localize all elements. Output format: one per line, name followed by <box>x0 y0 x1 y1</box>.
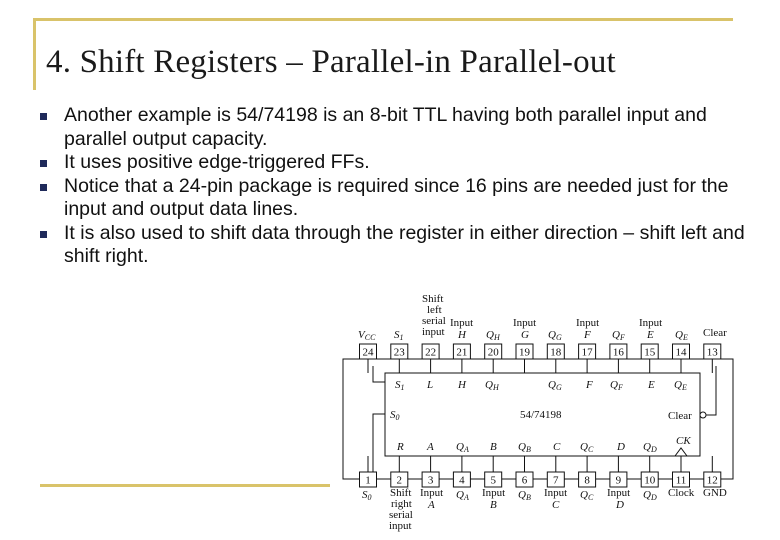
top-pin-number: 15 <box>644 346 656 359</box>
inner-qd: QD <box>643 441 657 454</box>
chip-part-number: 54/74198 <box>520 409 562 421</box>
shift-right-label-3: serial <box>389 509 413 521</box>
gnd-label: GND <box>703 487 727 499</box>
bullet-text: Notice that a 24-pin package is required since 16 pins are needed just for the input and output data lines. <box>64 174 729 220</box>
bottom-pin-number: 10 <box>644 474 656 487</box>
clear-top-label: Clear <box>703 327 727 339</box>
input-h-label: Input <box>450 317 474 329</box>
top-pin-number: 13 <box>706 346 718 359</box>
qc-bottom-label: QC <box>580 489 594 502</box>
bullet-item <box>40 104 745 151</box>
qd-bottom-label: QD <box>643 489 657 502</box>
inner-qc: QC <box>580 441 594 454</box>
bullet-item <box>40 222 745 269</box>
input-b-label: Input <box>482 487 506 499</box>
inner-a: A <box>427 441 434 453</box>
input-f-letter: F <box>584 329 591 341</box>
input-f-label: Input <box>576 317 600 329</box>
bullet-marker-icon <box>40 231 47 238</box>
input-d-letter: D <box>616 499 624 511</box>
clear-inversion-bubble <box>700 412 706 418</box>
inner-s0: S0 <box>390 409 400 422</box>
qf-top-label: QF <box>612 329 625 342</box>
inner-h: H <box>458 379 466 391</box>
input-h-letter: H <box>458 329 466 341</box>
bottom-pin-number: 4 <box>459 474 465 487</box>
top-pin-number: 20 <box>487 346 499 359</box>
bottom-pin-number: 12 <box>706 474 718 487</box>
top-pin-number: 14 <box>675 346 687 359</box>
inner-f: F <box>586 379 593 391</box>
bottom-pin-number: 2 <box>396 474 403 487</box>
top-pin-number: 19 <box>519 346 530 359</box>
top-pin-number: 22 <box>425 346 437 359</box>
input-g-letter: G <box>521 329 529 341</box>
bullet-list <box>40 104 745 269</box>
top-pin-number: 16 <box>612 346 624 359</box>
inner-qa: QA <box>456 441 469 454</box>
inner-qh: QH <box>485 379 499 392</box>
s1-top-label: S1 <box>394 329 404 342</box>
input-e-label: Input <box>639 317 663 329</box>
shift-left-label-2: left <box>427 304 442 316</box>
bottom-pin-number: 5 <box>490 474 496 487</box>
inner-qe: QE <box>674 379 687 392</box>
inner-d: D <box>617 441 625 453</box>
ic-pinout-diagram <box>330 286 780 540</box>
vcc-label: VCC <box>358 329 376 342</box>
shift-left-label-4: input <box>422 326 445 338</box>
inner-ck: CK <box>676 435 691 447</box>
inner-qg: QG <box>548 379 562 392</box>
shift-right-label-2: right <box>391 498 412 510</box>
bullet-text: It uses positive edge-triggered FFs. <box>64 151 370 173</box>
s0-bottom-label: S0 <box>362 489 372 502</box>
input-b-letter: B <box>490 499 497 511</box>
inner-l: L <box>427 379 434 391</box>
input-c-label: Input <box>544 487 568 499</box>
bottom-pin-number: 3 <box>427 474 434 487</box>
input-e-letter: E <box>647 329 654 341</box>
bottom-pin-number: 1 <box>365 474 371 487</box>
input-d-label: Input <box>607 487 631 499</box>
input-g-label: Input <box>513 317 537 329</box>
qg-top-label: QG <box>548 329 562 342</box>
ck-clock-triangle <box>675 448 687 456</box>
bottom-pin-number: 9 <box>615 474 622 487</box>
input-a-letter: A <box>428 499 435 511</box>
s1-wire <box>373 366 385 382</box>
shift-right-label-1: Shift <box>390 487 412 499</box>
bottom-pin-row <box>360 456 721 487</box>
shift-right-label-4: input <box>389 520 412 532</box>
bullet-marker-icon <box>40 113 47 120</box>
bullet-item <box>40 151 745 175</box>
inner-c: C <box>553 441 561 453</box>
input-c-letter: C <box>552 499 560 511</box>
bottom-pin-number: 6 <box>521 474 528 487</box>
input-a-label: Input <box>420 487 444 499</box>
title-accent-horizontal <box>33 18 733 21</box>
inner-qf: QF <box>610 379 623 392</box>
qh-top-label: QH <box>486 329 500 342</box>
bottom-pin-number: 11 <box>675 474 687 487</box>
inner-r: R <box>397 441 404 453</box>
bullet-item <box>40 175 745 222</box>
top-pin-number: 17 <box>581 346 593 359</box>
clock-label: Clock <box>668 487 695 499</box>
slide-title: 4. Shift Registers – Parallel-in Parallel-out <box>46 44 616 80</box>
s0-wire <box>373 414 385 472</box>
shift-left-label-3: serial <box>422 315 446 327</box>
bullet-marker-icon <box>40 160 47 167</box>
inner-s1: S1 <box>395 379 405 392</box>
qa-bottom-label: QA <box>456 489 469 502</box>
inner-e: E <box>648 379 655 391</box>
bullet-marker-icon <box>40 184 47 191</box>
inner-qb: QB <box>518 441 531 454</box>
qb-bottom-label: QB <box>518 489 531 502</box>
title-accent-vertical <box>33 18 36 90</box>
bottom-pin-number: 8 <box>584 474 590 487</box>
bullet-text: It is also used to shift data through the register in either direction – shift left and shift right. <box>64 221 745 267</box>
bottom-pin-number: 7 <box>553 474 559 487</box>
shift-left-label-1: Shift <box>422 293 444 305</box>
clear-wire <box>706 366 716 415</box>
top-pin-number: 18 <box>550 346 562 359</box>
top-pin-number: 23 <box>393 346 405 359</box>
bottom-accent-line <box>40 484 330 487</box>
qe-top-label: QE <box>675 329 688 342</box>
top-pin-number: 24 <box>362 346 374 359</box>
top-pin-number: 21 <box>456 346 468 359</box>
bullet-text: Another example is 54/74198 is an 8-bit TTL having both parallel input and parallel output capacity. <box>64 104 707 150</box>
inner-clear: Clear <box>668 410 692 422</box>
inner-b: B <box>490 441 497 453</box>
